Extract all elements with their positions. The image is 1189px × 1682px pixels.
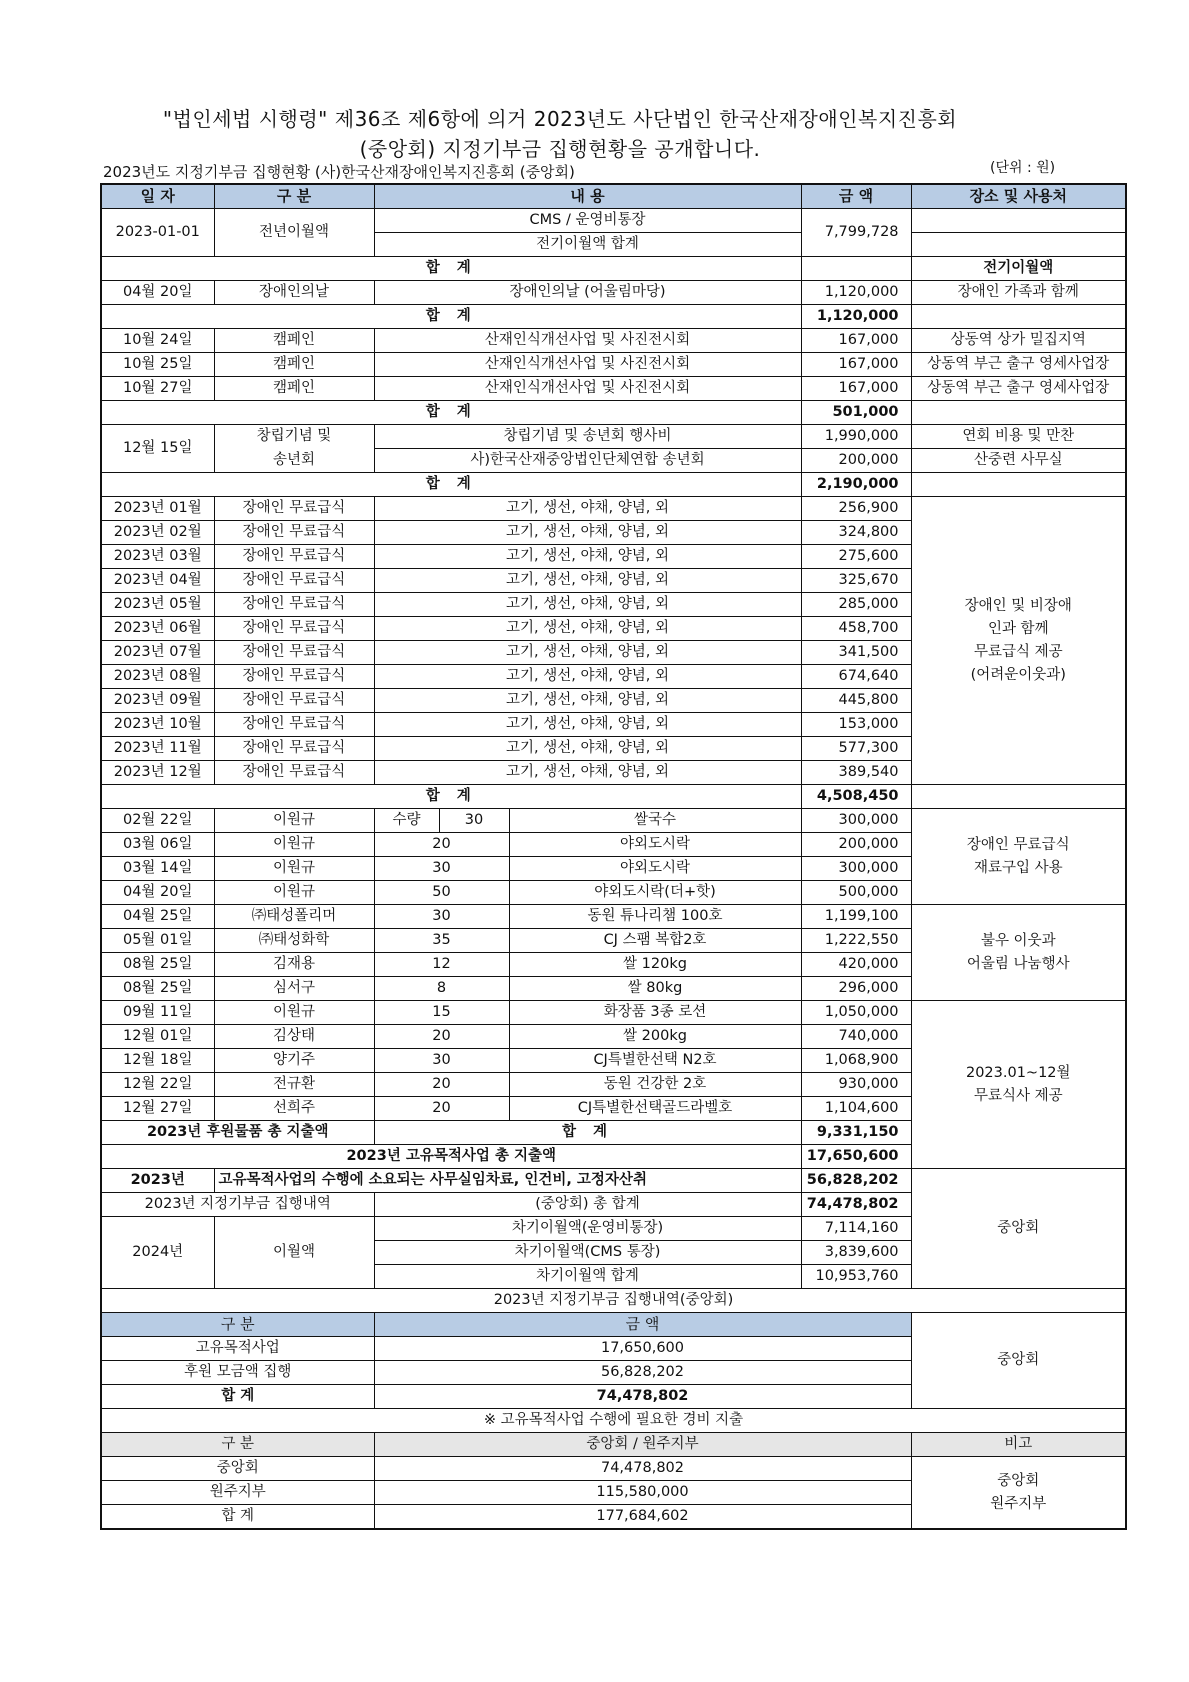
content-cell: CMS / 운영비통장	[374, 209, 801, 233]
donor-cell: 심서구	[214, 977, 374, 1001]
date-cell: 2023년 01월	[101, 497, 214, 521]
summary-amount: 56,828,202	[374, 1361, 911, 1385]
qty-cell: 35	[374, 929, 509, 953]
amount-cell: 325,670	[801, 569, 911, 593]
summary-col-category: 구 분	[101, 1313, 374, 1337]
place-line: 장애인 및 비장애	[964, 597, 1072, 614]
qty-cell: 12	[374, 953, 509, 977]
category-cell: 장애인 무료급식	[214, 497, 374, 521]
item-cell: 동원 튜나리챔 100호	[509, 905, 801, 929]
next2-amount: 3,839,600	[801, 1241, 911, 1265]
table-row	[101, 329, 1126, 353]
table-subtitle: 2023년도 지정기부금 집행현황 (사)한국산재장애인복지진흥회 (중앙회)	[103, 163, 575, 181]
amount-cell: 740,000	[801, 1025, 911, 1049]
content-cell: 사)한국산재중앙법인단체연합 송년회	[374, 449, 801, 473]
amount-cell: 1,050,000	[801, 1001, 911, 1025]
donor-cell: 김재용	[214, 953, 374, 977]
expense-col-amount: 중앙회 / 원주지부	[374, 1433, 911, 1457]
amount-cell: 500,000	[801, 881, 911, 905]
summary-col-amount: 금 액	[374, 1313, 911, 1337]
amount-cell: 300,000	[801, 809, 911, 833]
sum-row	[101, 785, 1126, 809]
expense-label: 중앙회	[101, 1457, 374, 1481]
place-cell: 산중련 사무실	[911, 449, 1126, 473]
content-cell: 장애인의날 (어울림마당)	[374, 281, 801, 305]
amount-cell: 930,000	[801, 1073, 911, 1097]
sum-row	[101, 305, 1126, 329]
qty-cell: 20	[374, 833, 509, 857]
item-cell: 야외도시락(더+핫)	[509, 881, 801, 905]
place-line: 2023.01~12월	[965, 1064, 1071, 1081]
content-cell: 고기, 생선, 야채, 양념, 외	[374, 497, 801, 521]
date-cell: 2023년 02월	[101, 521, 214, 545]
category-cell: 장애인 무료급식	[214, 761, 374, 785]
qty-cell: 8	[374, 977, 509, 1001]
date-cell: 10월 24일	[101, 329, 214, 353]
date-cell: 2023년 08월	[101, 665, 214, 689]
date-cell: 03월 14일	[101, 857, 214, 881]
amount-cell: 674,640	[801, 665, 911, 689]
amount-cell: 200,000	[801, 833, 911, 857]
ops-label: 고유목적사업의 수행에 소요되는 사무실임차료, 인건비, 고정자산취	[214, 1169, 801, 1193]
amount-cell: 300,000	[801, 857, 911, 881]
date-cell: 04월 20일	[101, 881, 214, 905]
place-line: 무료식사 제공	[973, 1087, 1063, 1104]
date-cell: 12월 15일	[101, 425, 214, 473]
expense-amount: 177,684,602	[374, 1505, 911, 1530]
qty-cell: 20	[374, 1073, 509, 1097]
summary-title-row	[101, 1289, 1126, 1313]
date-cell: 2023년 03월	[101, 545, 214, 569]
category-cell: 캠페인	[214, 377, 374, 401]
amount-cell: 167,000	[801, 353, 911, 377]
donation-place-3	[911, 1001, 1126, 1169]
sum-amount: 1,120,000	[801, 305, 911, 329]
place-line: 불우 이웃과	[980, 932, 1056, 949]
purpose-total-amount: 17,650,600	[801, 1145, 911, 1169]
summary-place-cell: 중앙회	[911, 1313, 1126, 1409]
amount-cell: 256,900	[801, 497, 911, 521]
amount-cell: 458,700	[801, 617, 911, 641]
table-row	[101, 809, 1126, 833]
place-line: 인과 함께	[987, 620, 1049, 637]
next2-label: 차기이월액(CMS 통장)	[374, 1241, 801, 1265]
qty-cell: 20	[374, 1097, 509, 1121]
col-category: 구 분	[214, 184, 374, 209]
donor-cell: 이원규	[214, 857, 374, 881]
page-title-line1: "법인세법 시행령" 제36조 제6항에 의거 2023년도 사단법인 한국산재장애인복지진흥회	[162, 107, 958, 131]
table-row	[101, 209, 1126, 233]
category-cell: 장애인 무료급식	[214, 617, 374, 641]
expense-col-note: 비고	[911, 1433, 1126, 1457]
expense-header-row	[101, 1433, 1126, 1457]
next-year-cell: 2024년	[101, 1217, 214, 1289]
date-cell: 10월 25일	[101, 353, 214, 377]
item-cell: CJ특별한선택골드라벨호	[509, 1097, 801, 1121]
item-cell: 쌀 200kg	[509, 1025, 801, 1049]
place-cell: 연회 비용 및 만찬	[911, 425, 1126, 449]
category-cell: 장애인 무료급식	[214, 737, 374, 761]
content-cell: 고기, 생선, 야채, 양념, 외	[374, 713, 801, 737]
expense-amount: 74,478,802	[374, 1457, 911, 1481]
category-cell: 전년이월액	[214, 209, 374, 257]
category-cell: 창립기념 및	[214, 425, 374, 449]
content-cell: 고기, 생선, 야채, 양념, 외	[374, 761, 801, 785]
item-cell: 화장품 3종 로션	[509, 1001, 801, 1025]
exec-desc: (중앙회) 총 합계	[374, 1193, 801, 1217]
item-cell: CJ 스팸 복합2호	[509, 929, 801, 953]
place-line: 무료급식 제공	[973, 643, 1063, 660]
item-cell: CJ특별한선택 N2호	[509, 1049, 801, 1073]
item-cell: 쌀 80kg	[509, 977, 801, 1001]
content-cell: 고기, 생선, 야채, 양념, 외	[374, 617, 801, 641]
ops-amount: 56,828,202	[801, 1169, 911, 1193]
category-cell: 캠페인	[214, 353, 374, 377]
donor-cell: 이원규	[214, 809, 374, 833]
place-line: (어려운이웃과)	[970, 666, 1066, 683]
item-cell: 야외도시락	[509, 857, 801, 881]
sum-amount: 501,000	[801, 401, 911, 425]
sum-label: 합 계	[374, 1121, 801, 1145]
amount-cell: 200,000	[801, 449, 911, 473]
table-row	[101, 1457, 1126, 1481]
date-cell: 2023년 04월	[101, 569, 214, 593]
qty-cell: 30	[374, 857, 509, 881]
exec-amount: 74,478,802	[801, 1193, 911, 1217]
qty-cell: 30	[374, 905, 509, 929]
totals-place-cell: 중앙회	[911, 1169, 1126, 1289]
date-cell: 2023년 05월	[101, 593, 214, 617]
expense-col-category: 구 분	[101, 1433, 374, 1457]
date-cell: 09월 11일	[101, 1001, 214, 1025]
category-cell: 장애인 무료급식	[214, 689, 374, 713]
place-cell: 상동역 부근 출구 영세사업장	[911, 353, 1126, 377]
amount-cell: 1,068,900	[801, 1049, 911, 1073]
content-cell: 고기, 생선, 야채, 양념, 외	[374, 689, 801, 713]
date-cell: 04월 25일	[101, 905, 214, 929]
date-cell: 12월 27일	[101, 1097, 214, 1121]
note-line: 중앙회	[997, 1472, 1040, 1489]
date-cell: 2023년 12월	[101, 761, 214, 785]
qty-cell: 50	[374, 881, 509, 905]
table-row	[101, 905, 1126, 929]
summary-label: 합 계	[101, 1385, 374, 1409]
sum-amount: 4,508,450	[801, 785, 911, 809]
amount-cell: 445,800	[801, 689, 911, 713]
content-cell: 고기, 생선, 야채, 양념, 외	[374, 545, 801, 569]
amount-cell: 7,799,728	[801, 209, 911, 257]
category-cell: 장애인 무료급식	[214, 569, 374, 593]
content-cell: 고기, 생선, 야채, 양념, 외	[374, 593, 801, 617]
donor-cell: 이원규	[214, 881, 374, 905]
content-cell: 고기, 생선, 야채, 양념, 외	[374, 521, 801, 545]
donation-place-2	[911, 905, 1126, 1001]
amount-cell: 1,104,600	[801, 1097, 911, 1121]
table-row	[101, 353, 1126, 377]
content-cell: 고기, 생선, 야채, 양념, 외	[374, 737, 801, 761]
category-cell: 송년회	[214, 449, 374, 473]
content-cell: 창립기념 및 송년회 행사비	[374, 425, 801, 449]
amount-cell: 1,120,000	[801, 281, 911, 305]
donor-cell: 김상태	[214, 1025, 374, 1049]
meals-place-cell	[911, 497, 1126, 785]
purpose-total-label: 2023년 고유목적사업 총 지출액	[101, 1145, 801, 1169]
note-line: 원주지부	[990, 1495, 1047, 1512]
item-cell: 쌀국수	[509, 809, 801, 833]
content-cell: 산재인식개선사업 및 사진전시회	[374, 353, 801, 377]
qty-cell: 15	[374, 1001, 509, 1025]
place-cell: 장애인 가족과 함께	[911, 281, 1126, 305]
expense-amount: 115,580,000	[374, 1481, 911, 1505]
amount-cell: 167,000	[801, 377, 911, 401]
col-content: 내 용	[374, 184, 801, 209]
summary-label: 후원 모금액 집행	[101, 1361, 374, 1385]
date-cell: 2023년 10월	[101, 713, 214, 737]
exec-label: 2023년 지정기부금 집행내역	[101, 1193, 374, 1217]
amount-cell: 420,000	[801, 953, 911, 977]
amount-cell: 577,300	[801, 737, 911, 761]
sum-label: 합 계	[101, 401, 801, 425]
date-cell: 03월 06일	[101, 833, 214, 857]
content-cell: 전기이월액 합계	[374, 233, 801, 257]
date-cell: 2023년 07월	[101, 641, 214, 665]
amount-cell: 153,000	[801, 713, 911, 737]
donor-cell: ㈜태성화학	[214, 929, 374, 953]
place-cell: 전기이월액	[911, 257, 1126, 281]
sum-label: 합 계	[101, 257, 801, 281]
expense-label: 합 계	[101, 1505, 374, 1530]
summary-title: 2023년 지정기부금 집행내역(중앙회)	[101, 1289, 1126, 1313]
sum-label: 합 계	[101, 473, 801, 497]
summary-label: 고유목적사업	[101, 1337, 374, 1361]
sum-amount: 9,331,150	[801, 1121, 911, 1145]
amount-cell: 275,600	[801, 545, 911, 569]
content-cell: 산재인식개선사업 및 사진전시회	[374, 377, 801, 401]
donor-cell: 이원규	[214, 833, 374, 857]
date-cell: 2023-01-01	[101, 209, 214, 257]
donor-cell: 전규환	[214, 1073, 374, 1097]
sum-row	[101, 473, 1126, 497]
col-date: 일 자	[101, 184, 214, 209]
qty-cell: 20	[374, 1025, 509, 1049]
date-cell: 10월 27일	[101, 377, 214, 401]
date-cell: 2023년 11월	[101, 737, 214, 761]
category-cell: 장애인 무료급식	[214, 641, 374, 665]
table-row	[101, 377, 1126, 401]
category-cell: 장애인 무료급식	[214, 665, 374, 689]
donor-cell: 양기주	[214, 1049, 374, 1073]
page-title-line2: (중앙회) 지정기부금 집행현황을 공개합니다.	[359, 137, 761, 161]
date-cell: 08월 25일	[101, 953, 214, 977]
content-cell: 고기, 생선, 야채, 양념, 외	[374, 569, 801, 593]
content-cell: 고기, 생선, 야채, 양념, 외	[374, 665, 801, 689]
qty-cell: 30	[439, 809, 509, 833]
date-cell: 12월 22일	[101, 1073, 214, 1097]
donation-table	[100, 183, 1127, 1530]
summary-header-row	[101, 1313, 1126, 1337]
donor-cell: 선희주	[214, 1097, 374, 1121]
table-row	[101, 425, 1126, 449]
next1-label: 차기이월액(운영비통장)	[374, 1217, 801, 1241]
year-cell: 2023년	[101, 1169, 214, 1193]
category-cell: 장애인 무료급식	[214, 521, 374, 545]
col-place: 장소 및 사용처	[911, 184, 1126, 209]
date-cell: 12월 01일	[101, 1025, 214, 1049]
expense-label: 원주지부	[101, 1481, 374, 1505]
table-row	[101, 497, 1126, 521]
header-row	[101, 184, 1126, 209]
item-cell: 쌀 120kg	[509, 953, 801, 977]
category-cell: 장애인의날	[214, 281, 374, 305]
unit-label: (단위 : 원)	[990, 160, 1056, 176]
date-cell: 04월 20일	[101, 281, 214, 305]
amount-cell: 1,990,000	[801, 425, 911, 449]
amount-cell: 1,222,550	[801, 929, 911, 953]
place-line: 재료구입 사용	[973, 859, 1063, 876]
next3-amount: 10,953,760	[801, 1265, 911, 1289]
table-row	[101, 449, 1126, 473]
donor-cell: 이원규	[214, 1001, 374, 1025]
item-cell: 동원 건강한 2호	[509, 1073, 801, 1097]
sum-label: 합 계	[101, 785, 801, 809]
category-cell: 장애인 무료급식	[214, 713, 374, 737]
donor-cell: ㈜태성폴리머	[214, 905, 374, 929]
sum-row	[101, 401, 1126, 425]
amount-cell: 285,000	[801, 593, 911, 617]
content-cell: 고기, 생선, 야채, 양념, 외	[374, 641, 801, 665]
donation-place-1	[911, 809, 1126, 905]
amount-cell: 389,540	[801, 761, 911, 785]
qty-cell: 30	[374, 1049, 509, 1073]
sum-row	[101, 257, 1126, 281]
date-cell: 2023년 06월	[101, 617, 214, 641]
amount-cell: 341,500	[801, 641, 911, 665]
summary-amount: 17,650,600	[374, 1337, 911, 1361]
place-cell: 상동역 부근 출구 영세사업장	[911, 377, 1126, 401]
amount-cell: 167,000	[801, 329, 911, 353]
category-cell: 장애인 무료급식	[214, 545, 374, 569]
category-cell: 캠페인	[214, 329, 374, 353]
date-cell: 12월 18일	[101, 1049, 214, 1073]
sum-amount: 2,190,000	[801, 473, 911, 497]
next3-label: 차기이월액 합계	[374, 1265, 801, 1289]
place-line: 어울림 나눔행사	[966, 955, 1070, 972]
date-cell: 02월 22일	[101, 809, 214, 833]
content-cell: 산재인식개선사업 및 사진전시회	[374, 329, 801, 353]
date-cell: 05월 01일	[101, 929, 214, 953]
expense-title: ※ 고유목적사업 수행에 필요한 경비 지출	[101, 1409, 1126, 1433]
expense-title-row	[101, 1409, 1126, 1433]
next-label-cell: 이월액	[214, 1217, 374, 1289]
table-row	[101, 1169, 1126, 1193]
date-cell: 2023년 09월	[101, 689, 214, 713]
table-row	[101, 281, 1126, 305]
sum-label: 합 계	[101, 305, 801, 329]
category-cell: 장애인 무료급식	[214, 593, 374, 617]
place-cell: 상동역 상가 밀집지역	[911, 329, 1126, 353]
donation-total-label: 2023년 후원물품 총 지출액	[101, 1121, 374, 1145]
summary-amount: 74,478,802	[374, 1385, 911, 1409]
table-row	[101, 1001, 1126, 1025]
item-cell: 야외도시락	[509, 833, 801, 857]
amount-cell: 324,800	[801, 521, 911, 545]
col-amount: 금 액	[801, 184, 911, 209]
date-cell: 08월 25일	[101, 977, 214, 1001]
next1-amount: 7,114,160	[801, 1217, 911, 1241]
amount-cell: 296,000	[801, 977, 911, 1001]
place-line: 장애인 무료급식	[966, 836, 1070, 853]
expense-note-cell	[911, 1457, 1126, 1530]
qty-label: 수량	[374, 809, 439, 833]
amount-cell: 1,199,100	[801, 905, 911, 929]
